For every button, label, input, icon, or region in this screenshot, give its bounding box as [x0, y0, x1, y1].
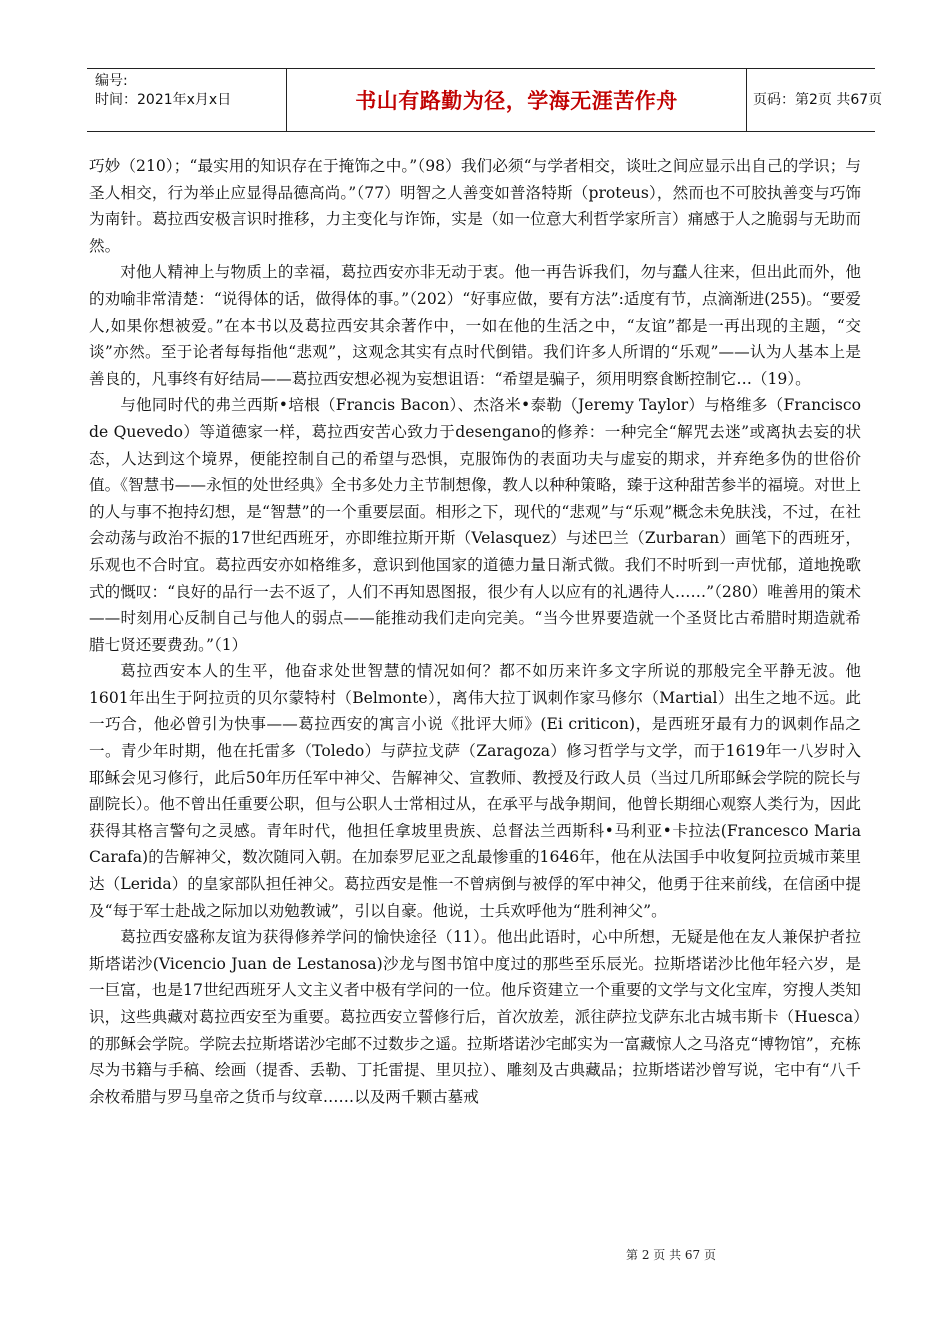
header-motto: 书山有路勤为径，学海无涯苦作舟 [355, 89, 678, 113]
paragraph-continued: 巧妙（210）；“最实用的知识存在于掩饰之中。”（98）我们必须“与学者相交，谈吐之间应显示出自己的学识；与圣人相交，行为举止应显得品德高尚。”（77）明智之人善变如普洛特斯（proteus），然而也不可胶执善变与巧饰为南针。葛拉西安极言识时推移，力主变化与诈饰，实是（如一位意大利哲学家所言）痛感于人之脆弱与无助而然。 [89, 157, 861, 255]
paragraph: 与他同时代的弗兰西斯•培根（Francis Bacon）、杰洛米•泰勒（Jeremy Taylor）与格维多（Francisco de Quevedo）等道德家一样，葛拉西安苦心致力于desengano的修养：一种完全“解咒去迷”或离执去妄的状态，人达到这个境界，便能控制自己的希望与恐惧，克服饰伪的表面功夫与虚妄的期求，并弃绝多伪的世俗价值。《智慧书——永恒的处世经典》全书多处力主节制想像，教人以种种策略，臻于这种甜苦参半的福境。对世上的人与事不抱持幻想，是“智慧”的一个重要层面。相形之下，现代的“悲观”与“乐观”概念未免肤浅，不过，在社会动荡与政治不振的17世纪西班牙，亦即维拉斯开斯（Velasquez）与述巴兰（Zurbaran）画笔下的西班牙，乐观也不合时宜。葛拉西安亦如格维多，意识到他国家的道德力量日渐式微。我们不时听到一声忧郁，道地挽歌式的慨叹：“良好的品行一去不返了，人们不再知恩图报，很少有人以应有的礼遇待人……”（280）唯善用的策术——时刻用心反制自己与他人的弱点——能推动我们走向完美。“当今世界要造就一个圣贤比古希腊时期造就希腊七贤还要费劲。”（1） [89, 396, 861, 654]
paragraph: 葛拉西安盛称友谊为获得修养学问的愉快途径（11）。他出此语时，心中所想，无疑是他在友人兼保护者拉斯塔诺沙(Vicencio Juan de Lestanosa)沙龙与图书馆中度过的那些至乐辰光。拉斯塔诺沙比他年轻六岁，是一巨富，也是17世纪西班牙人文主义者中极有学问的一位。他斥资建立一个重要的文学与文化宝库，穷搜人类知识，这些典藏对葛拉西安至为重要。葛拉西安立誓修行后，首次放差，派往萨拉戈萨东北古城韦斯卡（Huesca）的那稣会学院。学院去拉斯塔诺沙宅邮不过数步之遥。拉斯塔诺沙宅邮实为一富藏惊人之马洛克“博物馆”，充栋尽为书籍与手稿、绘画（提香、丢勒、丁托雷提、里贝拉）、雕刻及古典藏品；拉斯塔诺沙曾写说，宅中有“八千余枚希腊与罗马皇帝之货币与纹章……以及两千颗古墓戒 [89, 928, 861, 1106]
header-page-cell [747, 69, 883, 131]
page-header [87, 68, 883, 132]
document-time-label: 时间：2021年x月x日 [95, 92, 232, 108]
paragraph: 葛拉西安本人的生平，他奋求处世智慧的情况如何？都不如历来许多文字所说的那般完全平静无波。他1601年出生于阿拉贡的贝尔蒙特村（Belmonte），离伟大拉丁讽刺作家马修尔（Martial）出生之地不远。此一巧合，他必曾引为快事——葛拉西安的寓言小说《批评大师》(Ei criticon)，是西班牙最有力的讽刺作品之一。青少年时期，他在托雷多（Toledo）与萨拉戈萨（Zaragoza）修习哲学与文学，而于1619年一八岁时入耶稣会见习修行，此后50年历任军中神父、告解神父、宣教师、教授及行政人员（当过几所耶稣会学院的院长与副院长）。他不曾出任重要公职，但与公职人士常相过从，在承平与战争期间，他曾长期细心观察人类行为，因此获得其格言警句之灵感。青年时代，他担任拿坡里贵族、总督法兰西斯科•马利亚•卡拉法(Francesco Maria Carafa)的告解神父，数次随同入朝。在加泰罗尼亚之乱最惨重的1646年，他在从法国手中收复阿拉贡城市莱里达（Lerida）的皇家部队担任神父。葛拉西安是惟一不曾病倒与被俘的军中神父，他勇于往来前线，在信函中提及“每于军士赴战之际加以劝勉教诫”，引以自豪。他说，士兵欢呼他为“胜利神父”。 [89, 662, 861, 920]
header-page-number: 页码：第2页 共67页 [753, 91, 883, 108]
document-body [89, 153, 861, 1110]
document-number-label: 编号: [95, 73, 128, 89]
page-footer: 第 2 页 共 67 页 [626, 1248, 716, 1262]
header-info [87, 69, 287, 131]
header-motto-cell [287, 69, 747, 131]
paragraph: 对他人精神上与物质上的幸福，葛拉西安亦非无动于衷。他一再告诉我们，勿与蠢人往来，但出此而外，他的劝喻非常清楚：“说得体的话，做得体的事。”（202）“好事应做，要有方法”:适度有节，点滴渐进(255)。“要爱人,如果你想被爱。”在本书以及葛拉西安其余著作中，一如在他的生活之中，“友谊”都是一再出现的主题，“交谈”亦然。至于论者每每指他“悲观”，这观念其实有点时代倒错。我们许多人所谓的“乐观”——认为人基本上是善良的，凡事终有好结局——葛拉西安想必视为妄想诅语：“希望是骗子，须用明察食断控制它…（19）。 [89, 263, 861, 388]
